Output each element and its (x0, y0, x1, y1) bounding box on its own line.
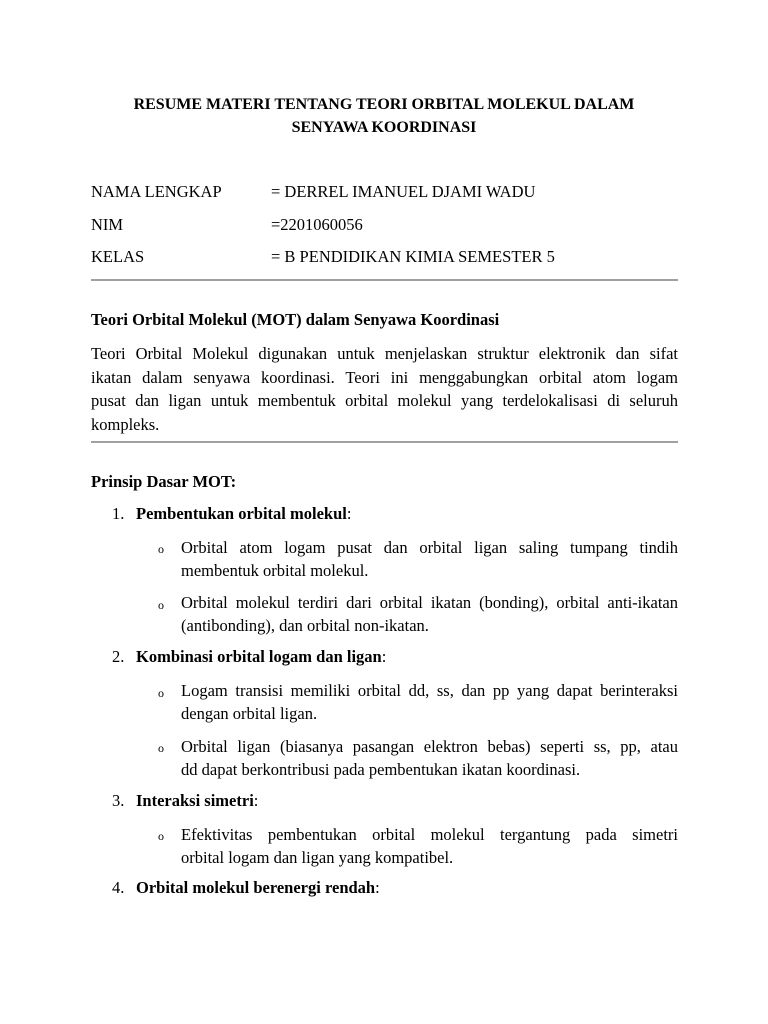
bullet-line: (antibonding), dan orbital non-ikatan. (181, 616, 429, 635)
paragraph-line: kompleks. (91, 414, 160, 434)
info-label: KELAS (91, 247, 145, 266)
bullet-text (181, 536, 678, 582)
numbered-item-3 (112, 791, 258, 811)
item-number: 4. (112, 878, 125, 897)
section-heading-mot: Teori Orbital Molekul (MOT) dalam Senyawa Koordinasi (91, 310, 500, 329)
item-label: Interaksi simetri (136, 791, 254, 810)
section-heading-prinsip: Prinsip Dasar MOT: (91, 472, 237, 491)
title-line-1: RESUME MATERI TENTANG TEORI ORBITAL MOLEKUL DALAM (133, 96, 635, 113)
item-number: 3. (112, 791, 125, 810)
item-number: 1. (112, 504, 125, 523)
item-label: Orbital molekul berenergi rendah (136, 878, 376, 897)
title-line-2: SENYAWA KOORDINASI (291, 119, 477, 136)
bullet-line: Logam transisi memiliki orbital dd, ss, dan pp yang dapat berinteraksi (181, 681, 678, 700)
item-number: 2. (112, 647, 125, 666)
bullet-line: Orbital molekul terdiri dari orbital ikatan (bonding), orbital anti-ikatan (181, 593, 678, 612)
item-suffix: : (346, 504, 352, 523)
section-paragraph-mot (91, 342, 678, 436)
numbered-item-1 (112, 504, 351, 524)
info-value: =2201060056 (271, 215, 363, 234)
bullet-marker: o (158, 542, 164, 556)
item-label: Pembentukan orbital molekul (136, 504, 347, 523)
bullet-marker: o (158, 598, 164, 612)
bullet-text (181, 735, 678, 781)
numbered-item-2 (112, 647, 386, 667)
bullet-line: dd dapat berkontribusi pada pembentukan ikatan koordinasi. (181, 760, 581, 779)
horizontal-divider (91, 441, 678, 443)
bullet-marker: o (158, 741, 164, 755)
paragraph-line: Teori Orbital Molekul digunakan untuk menjelaskan struktur elektronik dan sifat (91, 344, 678, 363)
info-value: = DERREL IMANUEL DJAMI WADU (271, 182, 536, 201)
bullet-line: Orbital ligan (biasanya pasangan elektron bebas) seperti ss, pp, atau (181, 737, 678, 756)
numbered-item-4 (112, 878, 380, 898)
bullet-line: Orbital atom logam pusat dan orbital ligan saling tumpang tindih (181, 538, 678, 557)
bullet-line: orbital logam dan ligan yang kompatibel. (181, 848, 454, 867)
item-label: Kombinasi orbital logam dan ligan (136, 647, 382, 666)
item-suffix: : (253, 791, 259, 810)
item-suffix: : (381, 647, 387, 666)
bullet-text (181, 679, 678, 725)
bullet-line: Efektivitas pembentukan orbital molekul tergantung pada simetri (181, 825, 678, 844)
document-title (90, 93, 678, 139)
info-label: NIM (91, 215, 124, 234)
item-suffix: : (375, 878, 380, 897)
bullet-marker: o (158, 829, 164, 843)
info-value: = B PENDIDIKAN KIMIA SEMESTER 5 (271, 247, 555, 266)
bullet-line: membentuk orbital molekul. (181, 561, 369, 580)
bullet-text (181, 591, 678, 637)
horizontal-divider (91, 279, 678, 281)
paragraph-line: ikatan dalam senyawa koordinasi. Teori ini menggabungkan orbital atom logam (91, 367, 678, 387)
info-label: NAMA LENGKAP (91, 182, 222, 201)
bullet-marker: o (158, 686, 164, 700)
paragraph-line: pusat dan ligan untuk membentuk orbital molekul yang terdelokalisasi di seluruh (91, 391, 678, 410)
bullet-line: dengan orbital ligan. (181, 704, 318, 723)
bullet-text (181, 823, 678, 869)
